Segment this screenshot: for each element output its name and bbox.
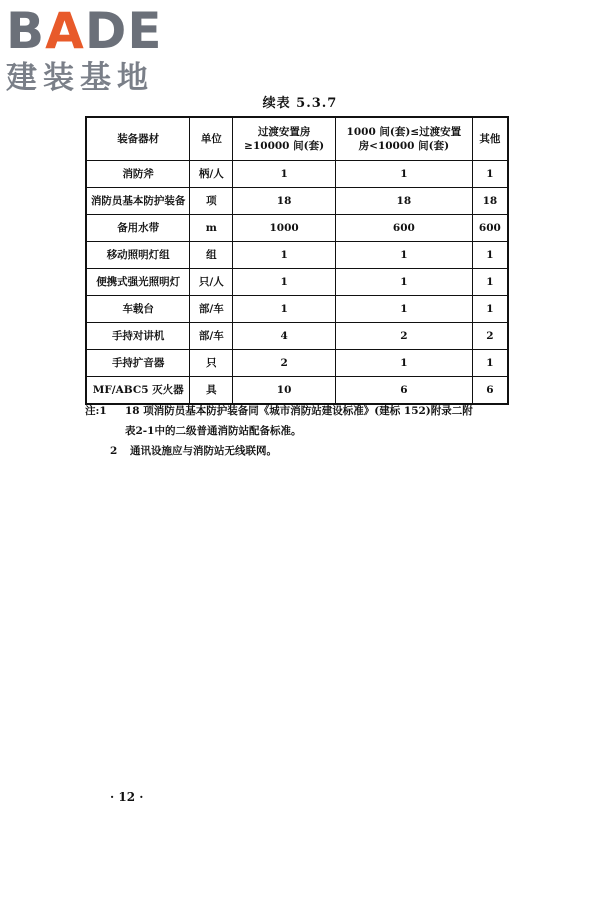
table-cell: 1 <box>472 350 508 377</box>
table-cell: 18 <box>472 188 508 215</box>
table-cell: 1 <box>335 269 472 296</box>
table-cell: 10 <box>233 377 336 405</box>
table-cell: 组 <box>190 242 233 269</box>
table-cell: 1 <box>472 296 508 323</box>
note-item-2 <box>85 441 525 461</box>
table-notes <box>85 401 525 461</box>
table-cell: 1 <box>233 269 336 296</box>
table-cell: 1 <box>472 269 508 296</box>
table-cell: 消防斧 <box>86 161 190 188</box>
table-row <box>86 377 508 405</box>
table-cell: 4 <box>233 323 336 350</box>
table-title: 续表 5.3.7 <box>262 96 338 111</box>
table-cell: 2 <box>335 323 472 350</box>
table-cell: 1 <box>233 296 336 323</box>
table-cell: 车载台 <box>86 296 190 323</box>
table-cell: 部/车 <box>190 296 233 323</box>
note-2-text: 通讯设施应与消防站无线联网。 <box>130 445 277 457</box>
note-2-number: 2 <box>110 445 118 457</box>
logo-chinese-text: 建装基地 <box>6 60 154 96</box>
table-cell: 手持对讲机 <box>86 323 190 350</box>
table-cell: 只/人 <box>190 269 233 296</box>
page-number: · 12 · <box>110 790 144 804</box>
table-row <box>86 323 508 350</box>
column-header: 单位 <box>190 117 233 161</box>
table-cell: 1 <box>335 242 472 269</box>
table-cell: 移动照明灯组 <box>86 242 190 269</box>
column-header: 过渡安置房 ≥10000 间(套) <box>233 117 336 161</box>
column-header: 1000 间(套)≤过渡安置 房<10000 间(套) <box>335 117 472 161</box>
table-cell: 600 <box>335 215 472 242</box>
bade-logo <box>6 4 181 96</box>
table-row <box>86 188 508 215</box>
table-row <box>86 161 508 188</box>
table-cell: 柄/人 <box>190 161 233 188</box>
table-row <box>86 215 508 242</box>
table-cell: 手持扩音器 <box>86 350 190 377</box>
equipment-table <box>85 116 509 405</box>
table-cell: 1 <box>233 161 336 188</box>
table-cell: 便携式强光照明灯 <box>86 269 190 296</box>
table-header-row <box>86 117 508 161</box>
table-cell: 18 <box>335 188 472 215</box>
column-header: 其他 <box>472 117 508 161</box>
table-cell: 1000 <box>233 215 336 242</box>
table-cell: 2 <box>233 350 336 377</box>
table-cell: 1 <box>233 242 336 269</box>
logo-accent-letter: A <box>45 2 85 60</box>
table-cell: 1 <box>472 242 508 269</box>
table-cell: 具 <box>190 377 233 405</box>
table-row <box>86 296 508 323</box>
table-cell: 部/车 <box>190 323 233 350</box>
table-cell: MF/ABC5 灭火器 <box>86 377 190 405</box>
table-row <box>86 242 508 269</box>
note-1-text: 18 项消防员基本防护装备同《城市消防站建设标准》(建标 152)附录二附 <box>125 405 473 417</box>
table-cell: 1 <box>472 161 508 188</box>
table-row <box>86 350 508 377</box>
table-cell: 600 <box>472 215 508 242</box>
table-cell: 备用水带 <box>86 215 190 242</box>
column-header: 装备器材 <box>86 117 190 161</box>
table-row <box>86 269 508 296</box>
table-cell: m <box>190 215 233 242</box>
table-cell: 只 <box>190 350 233 377</box>
logo-latin-text: BADE <box>6 2 163 60</box>
note-prefix: 注:1 <box>85 405 107 417</box>
table-cell: 消防员基本防护装备 <box>86 188 190 215</box>
table-cell: 1 <box>335 296 472 323</box>
table-cell: 项 <box>190 188 233 215</box>
table-cell: 2 <box>472 323 508 350</box>
table-cell: 1 <box>335 350 472 377</box>
note-item-1 <box>85 401 525 421</box>
table-cell: 6 <box>335 377 472 405</box>
table-cell: 18 <box>233 188 336 215</box>
table-body <box>86 161 508 405</box>
note-item-1-continued <box>85 421 525 441</box>
note-1-continuation: 表2-1中的二级普通消防站配备标准。 <box>125 425 302 437</box>
table-cell: 1 <box>335 161 472 188</box>
table-cell: 6 <box>472 377 508 405</box>
